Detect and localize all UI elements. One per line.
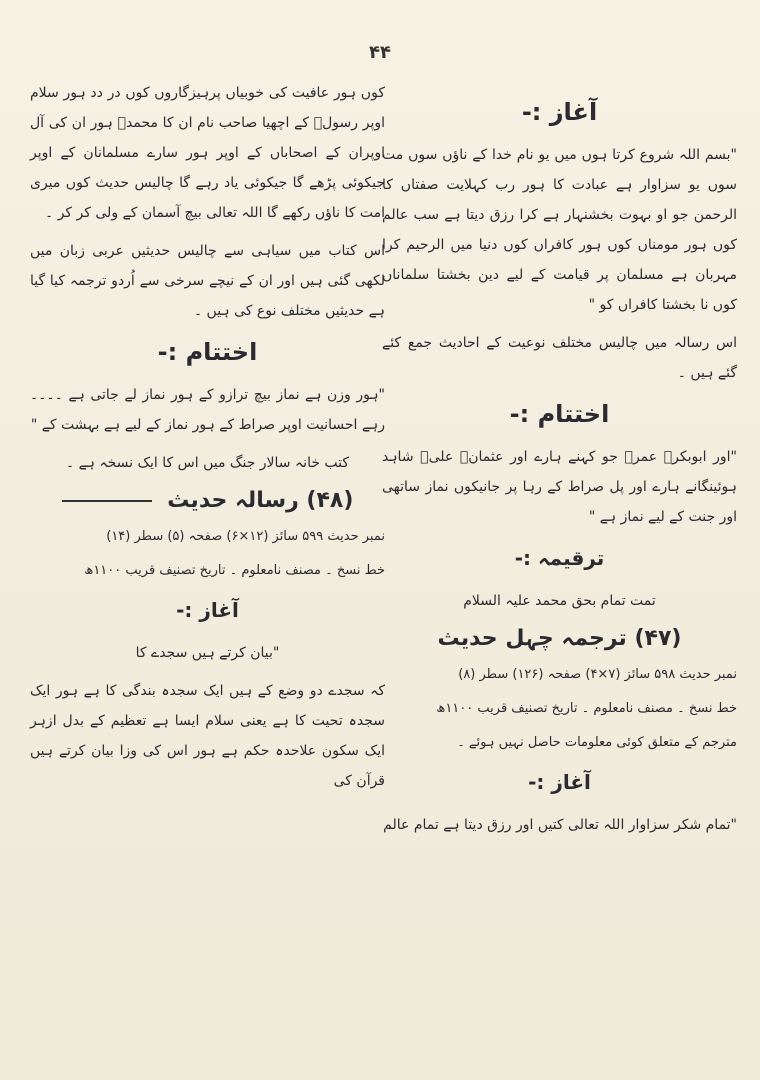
section-title [382,624,737,654]
continued-text: کوں ہور عافیت کی خوبیاں پرہیزگاروں کوں در دد ہور سلام اوپر رسولؐ کے اچھیا صاحب نام ان کا محمدؐ ہور ان کی آل اوپران کے اصحاباں کے اوپر ہور سارے مسلمانان کے اوپر جیکوئی پڑھے گا جیکوئی یاد رہے گا چالیس حدیث کوں میری امت کا ناؤں رکھے گا اللہ تعالی بیچ آسمان کے ولی کر کر ۔ [30,85,385,221]
aghaz-heading: آغاز :- [521,98,598,126]
left-column [30,78,385,804]
script-author-date: خط نسخ ۔ مصنف نامعلوم ۔ تاریخ تصنیف قریب ۱۱۰۰ھ [436,701,737,716]
page-number: ۴۴ [369,42,391,63]
right-column [382,78,737,848]
ikhtitam-heading: اختتام :- [157,338,258,366]
manuscript-details: نمبر حدیث ۵۹۸ سائز (۷×۴) صفحہ (۱۲۶) سطر (۸) [458,667,737,682]
aghaz-text: "بسم اللہ شروع کرتا ہوں میں یو نام خدا کے ناؤں سوں مت سوں یو سزاوار ہے عبادت کا ہور رب کہلایت صفتاں کا الرحمن جو او بہوت بخشنہار ہے کرا رزق دیتا ہے سب عالم کوں ہور مومناں کوں ہور کافراں کوں دنیا میں الرحیم کرا مہربان ہے مسلمان پر قیامت کے لیے دین بخشتا سلماناں کوں نا بخشتا کافراں کو " [382,147,737,313]
translator-note: مترجم کے متعلق کوئی معلومات حاصل نہیں ہوئے ۔ [457,735,737,750]
book-description: اس کتاب میں سیاہی سے چالیس حدیثیں عربی زبان میں لکھی گئی ہیں اور ان کے نیچے سرخی سے اُردو ترجمہ کیا گیا ہے حدیثیں مختلف نوع کی ہیں ۔ [30,243,385,319]
section-title-text: (۴۸) رسالہ حدیث [167,488,354,513]
tarqima-heading: ترقیمہ :- [514,546,605,570]
ikhtitam-text: "ہور وزن ہے نماز بیچ ترازو کے ہور نماز لے جاتی ہے ۔۔۔۔ رہے احسانیت اوپر صراط کے ہور نماز کے لیے ہے بہشت کے " [30,387,385,433]
collection-description: اس رسالہ میں چالیس مختلف نوعیت کے احادیث جمع کئے گئے ہیں ۔ [382,335,737,381]
manuscript-details: نمبر حدیث ۵۹۹ سائز (۱۲×۶) صفحہ (۵) سطر (۱۴) [106,529,385,544]
tarqima-text: تمت تمام بحق محمد علیہ السلام [463,593,656,609]
title-underline [62,500,152,502]
ikhtitam-text: "اور ابوبکرؓ عمرؓ جو کہنے ہارے اور عثمانؓ علیؓ شاہد ہوئینگانے ہارے اور پل صراط کے رہا پر جانیکوں نماز ساتھی اور جنت کے لیے نماز ہے " [382,449,737,525]
aghaz2-heading: آغاز :- [528,770,591,794]
aghaz2-text: "تمام شکر سزاوار اللہ تعالی کتیں اور رزق دیتا ہے تمام عالم [383,817,737,833]
aghaz-heading: آغاز :- [176,598,239,622]
aghaz-text: کہ سجدے دو وضع کے ہیں ایک سجدہ بندگی کا ہے ہور ایک سجدہ تحیت کا ہے یعنی سلام ایسا ہے تعظیم کے بدل ازہر ایک سکون علاحدہ حکم ہے ہور اس کی وزا بیان کرتے ہیں قرآن کی [30,683,385,789]
section-title-text: (۴۷) ترجمہ چہل حدیث [437,626,682,651]
ikhtitam-heading: اختتام :- [509,400,610,428]
section-title [30,486,385,516]
script-author-date: خط نسخ ۔ مصنف نامعلوم ۔ تاریخ تصنیف قریب ۱۱۰۰ھ [84,563,385,578]
library-note: کتب خانہ سالار جنگ میں اس کا ایک نسخہ ہے ۔ [65,455,350,471]
aghaz-first-line: "بیان کرتے ہیں سجدے کا [135,645,280,661]
